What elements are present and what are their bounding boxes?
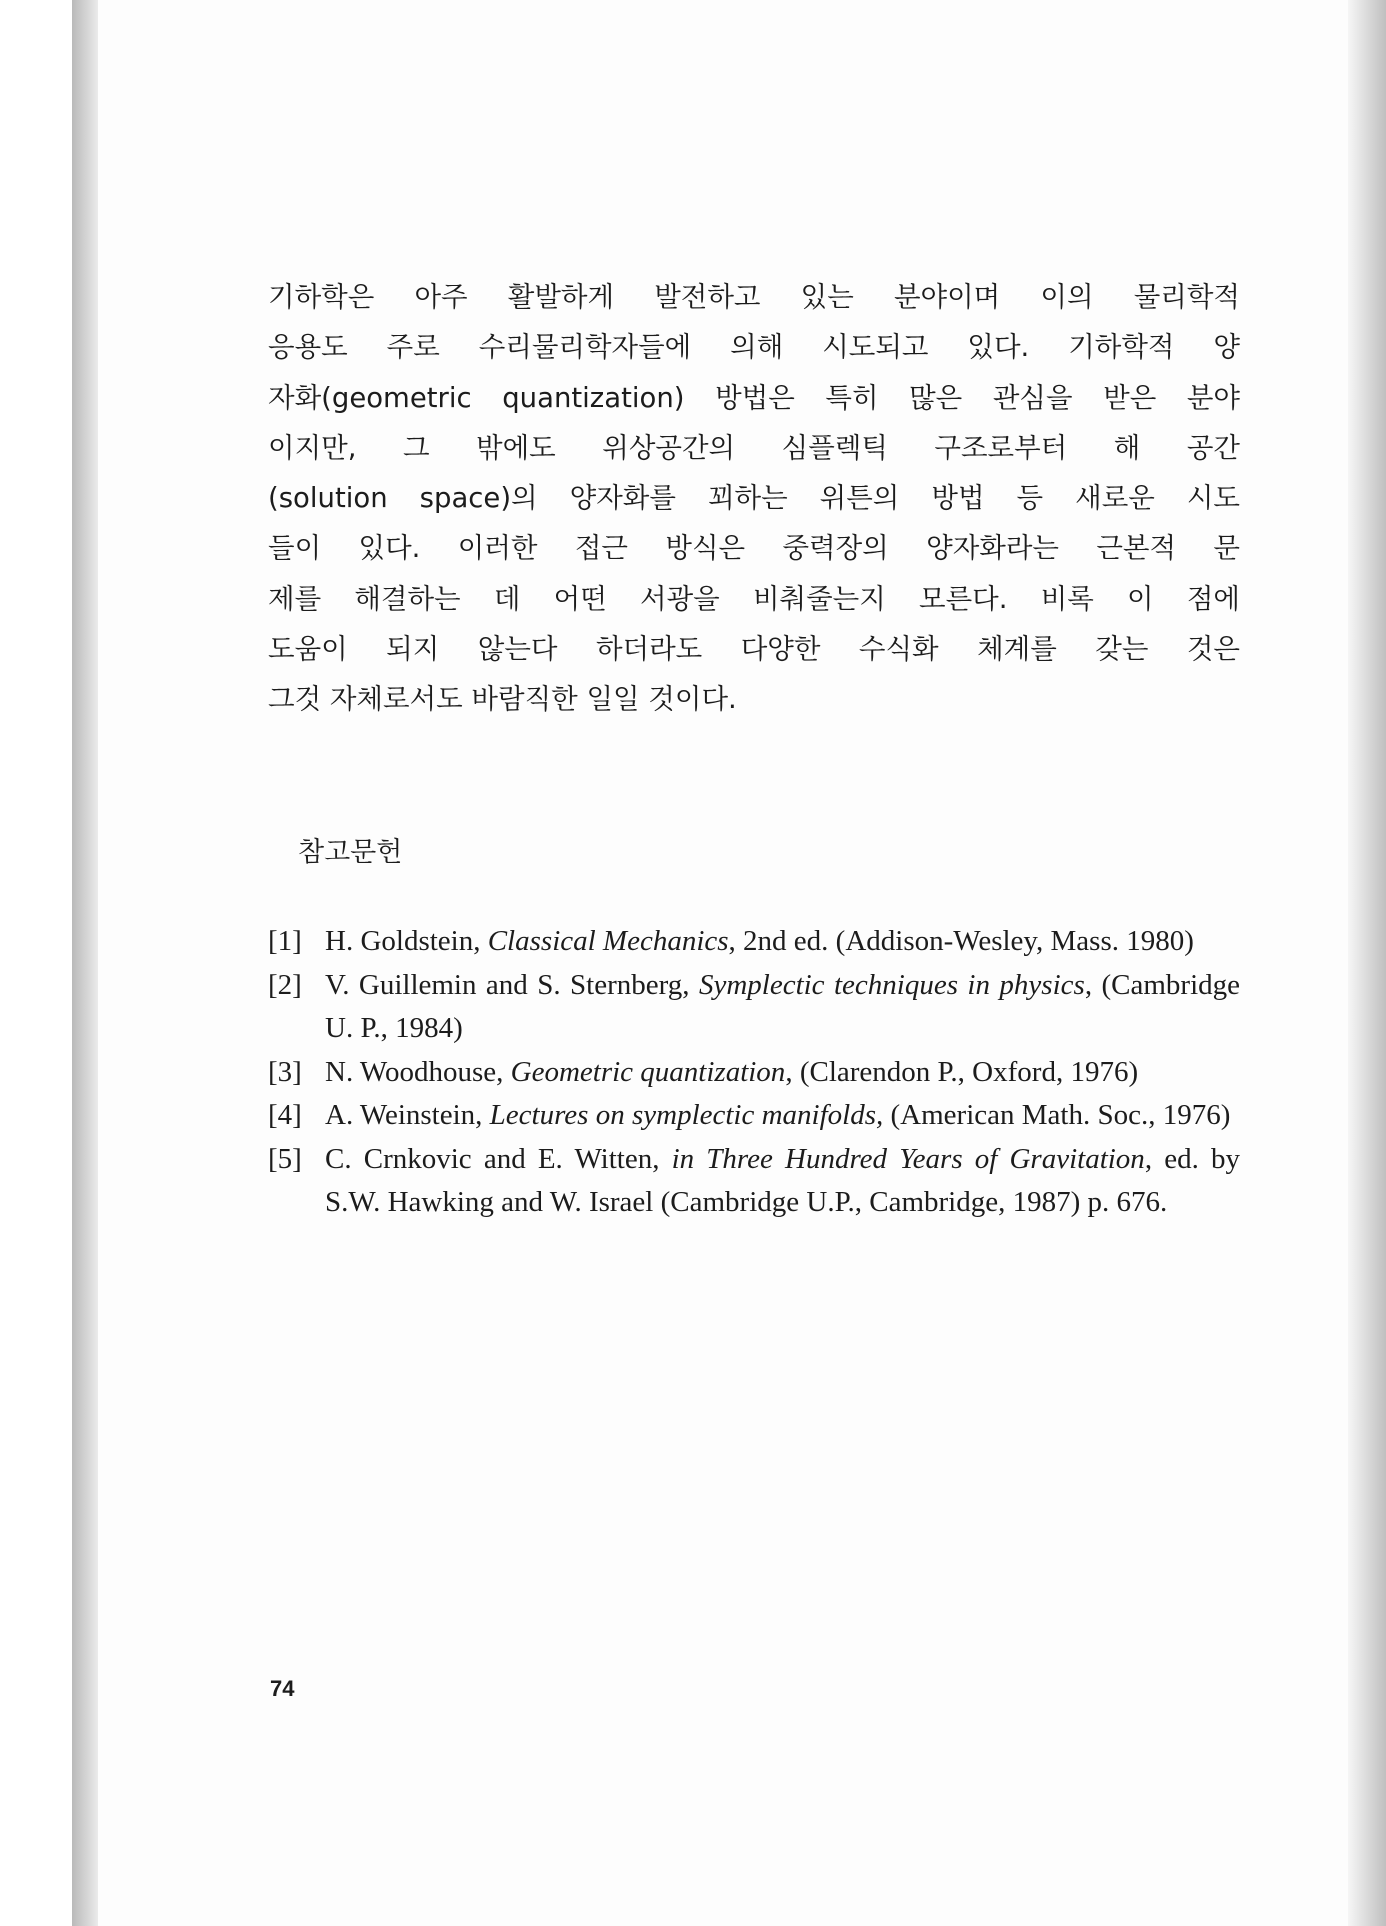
reference-number: [1] (268, 925, 302, 957)
reference-title: in Three Hundred Years of Gravitation (671, 1142, 1145, 1175)
reference-item (268, 1051, 1240, 1095)
reference-details: (American Math. Soc., 1976) (883, 1099, 1231, 1131)
reference-number: [4] (268, 1099, 302, 1131)
reference-authors: V. Guillemin and S. Sternberg, (325, 968, 699, 1001)
reference-details: , (Cambridge U. P., 1984) (325, 968, 1241, 1044)
page-edge-right (1348, 0, 1386, 1926)
reference-title: Classical Mechanics (487, 925, 729, 957)
body-line: 제를 해결하는 데 어떤 서광을 비춰줄는지 모른다. 비록 이 점에 (268, 582, 1240, 615)
body-paragraph (268, 272, 1240, 725)
body-line: 기하학은 아주 활발하게 발전하고 있는 분야이며 이의 물리학적 (268, 281, 1240, 313)
reference-authors: C. Crnkovic and E. Witten, (325, 1142, 672, 1175)
body-line: (solution space)의 양자화를 꾀하는 위튼의 방법 등 새로운 시도 (268, 482, 1240, 515)
reference-title: Symplectic techniques in physics (698, 968, 1085, 1001)
reference-authors: A. Weinstein, (325, 1099, 490, 1131)
reference-number: [3] (268, 1055, 302, 1088)
reference-authors: N. Woodhouse, (325, 1055, 511, 1088)
reference-title: Geometric quantization (510, 1055, 786, 1088)
reference-item (268, 1094, 1240, 1138)
reference-item (268, 964, 1240, 1051)
reference-item (268, 920, 1240, 964)
reference-details: , (Clarendon P., Oxford, 1976) (785, 1055, 1139, 1088)
reference-authors: H. Goldstein, (325, 925, 488, 957)
reference-details: , 2nd ed. (Addison-Wesley, Mass. 1980) (728, 925, 1194, 957)
body-line: 이지만, 그 밖에도 위상공간의 심플렉틱 구조로부터 해 공간 (268, 431, 1240, 464)
reference-title: Lectures on symplectic manifolds, (489, 1099, 884, 1131)
reference-details: , ed. by S.W. Hawking and W. Israel (Cambridge U.P., Cambridge, 1987) p. 676. (325, 1142, 1240, 1218)
body-line: 자화(geometric quantization) 방법은 특히 많은 관심을 받은 분야 (268, 381, 1240, 414)
reference-number: [2] (268, 968, 302, 1001)
references-list (268, 920, 1240, 1225)
reference-number: [5] (268, 1142, 302, 1175)
references-heading: 참고문헌 (298, 837, 403, 868)
body-line: 응용도 주로 수리물리학자들에 의해 시도되고 있다. 기하학적 양 (268, 331, 1240, 364)
body-line: 도움이 되지 않는다 하더라도 다양한 수식화 체계를 갖는 것은 (268, 633, 1240, 666)
page-number: 74 (270, 1676, 295, 1701)
body-line: 그것 자체로서도 바람직한 일일 것이다. (268, 683, 737, 716)
body-line: 들이 있다. 이러한 접근 방식은 중력장의 양자화라는 근본적 문 (268, 532, 1240, 565)
reference-item (268, 1138, 1240, 1225)
